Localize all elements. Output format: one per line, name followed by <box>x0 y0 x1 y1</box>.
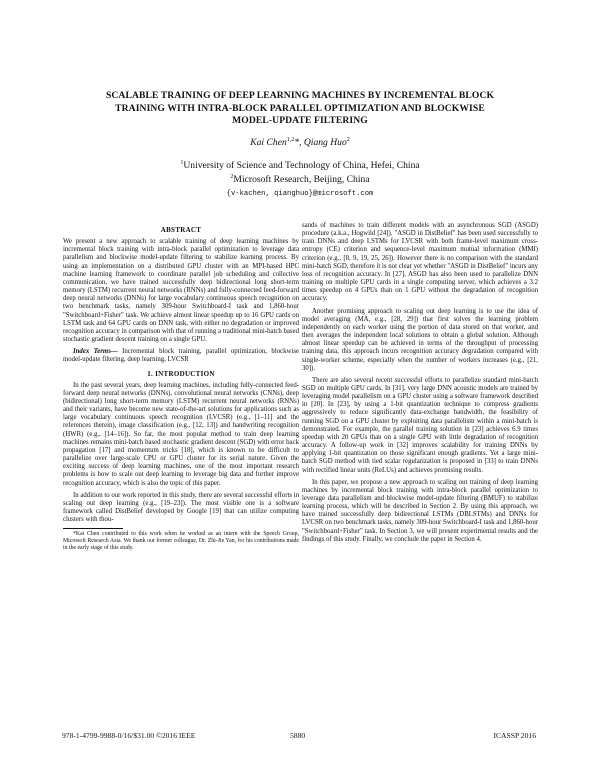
affiliation <box>60 160 540 171</box>
author-name: Qiang Huo <box>303 137 347 149</box>
title-line: MODEL-UPDATE FILTERING <box>232 115 368 126</box>
affiliation <box>60 174 540 185</box>
intro-paragraph: In addition to our work reported in this study, there are several successful efforts in scaling out deep learning (e.g., [19–23]). The most visible one is a software framework called DistBelief developed by Google [19] that can utilize computing clusters with thou- <box>63 491 299 524</box>
author-separator: , <box>299 137 304 149</box>
index-terms <box>63 348 299 364</box>
affiliation-sup: 2 <box>230 174 234 180</box>
author-affil-sup: 1,2 <box>286 137 295 143</box>
footnote-divider <box>63 528 123 529</box>
affiliation-text: Microsoft Research, Beijing, China <box>233 174 370 186</box>
abstract-text: We present a new approach to scalable training of deep learning machines by incremental block training with intra-block parallel optimization to leverage data parallelism and blockwise model-update filtering to stabilize learning process. By using an implementation on a distributed GPU cluster with an MPI-based HPC machine learning framework to coordinate parallel job scheduling and collective communication, we have trained successfully deep bidirectional long short-term memory (LSTM) recurrent neural networks (RNNs) and fully-connected feed-forward deep neural networks (DNNs) for large vocabulary continuous speech recognition on two benchmark tasks, namely 309-hour Switchboard-I task and 1,860-hour "Switchboard+Fisher" task. We achieve almost linear speedup up to 16 GPU cards on LSTM task and 64 GPU cards on DNN task, with either no degradation or improved recognition accuracy in comparison with that of running a traditional mini-batch based stochastic gradient descent training on a single GPU. <box>63 238 299 344</box>
body-paragraph: Another promising approach to scaling out deep learning is to use the idea of model averaging (MA, e.g., [28, 29]) that first solves the learning problem independently on each worker using the portion of data stored on that worker, and then averages the independent local solutions to obtain a global solution. Although almost linear speedup can be achieved in terms of the throughput of processing training data, this approach incurs recognition accuracy degradation compared with single-worker scheme, especially when the number of workers increases (e.g., [21, 30]). <box>302 307 538 372</box>
index-terms-text: Incremental block training, parallel optimization, blockwise model-update filtering, deep learning, LVCSR <box>63 348 299 364</box>
author-name: Kai Chen <box>250 137 287 149</box>
author-affil-sup: 2 <box>346 137 350 143</box>
left-column <box>63 226 299 552</box>
author-footnote-mark: * <box>294 137 300 149</box>
author-email[interactable]: {v-kachen, qianghuo}@microsoft.com <box>226 190 374 198</box>
paper-title <box>60 90 540 128</box>
section-heading-introduction: 1. INTRODUCTION <box>147 369 215 378</box>
index-terms-label: Index Terms— <box>73 348 118 356</box>
footer-venue: ICASSP 2016 <box>493 731 536 740</box>
abstract-heading: ABSTRACT <box>160 226 202 234</box>
body-paragraph: There are also several recent successful efforts to parallelize standard mini-batch SGD on multiple GPU cards. In [31], very large DNN acoustic models are trained by leveraging model parallelism on a GPU cluster using a software framework described in [20]. In [23], by using a 1-bit quantization technique to compress gradients aggressively to reduce significantly data-exchange bandwidth, the feasibility of running SGD on a GPU cluster by exploiting data parallelism within a mini-batch is demonstrated. For example, the parallel training solution in [23] achieves 6.9 times speedup with 20 GPUs than on a single GPU with little degradation of recognition accuracy. A follow-up work in [32] improves scalability for training DNNs by applying 1-bit quantization on those significant enough gradients. Yet a large mini-batch SGD method with tied scalar regularization is proposed in [33] to train DNNs with rectified linear units (ReLUs) and achieves promising results. <box>302 376 538 474</box>
affiliation-text: University of Science and Technology of China, Hefei, China <box>183 160 420 172</box>
intro-paragraph: In the past several years, deep learning machines, including fully-connected feed-forward deep neural networks (DNNs), convolutional neural networks (CNNs), deep (bidirectional) long short-term memory (LSTM) recurrent neural networks (RNNs) and their variants, have become new state-of-the-art solutions for applications such as large vocabulary continuous speech recognition (LVCSR) (e.g., [1–11] and the references therein), image classification (e.g., [12, 13]) and handwriting recognition (HWR) (e.g., [14–16]). So far, the most popular method to train deep learning machines remains mini-batch based stochastic gradient descent (SGD) with error back propagation [17] and momentum tricks [18], which is known to be difficult to parallelize over large-scale CPU or GPU cluster for its serial nature. Given the exciting success of deep learning machines, one of the most important research problems is how to scale out deep learning to leverage big data and further improve recognition accuracy, which is also the topic of this paper. <box>63 381 299 487</box>
footnote: *Kai Chen contributed to this work when he worked as an intern with the Speech Group, Microsoft Research Asia. We thank our former colleague, Dr. Zhi-Jie Yan, for his contributions made in the early stage of this study. <box>63 531 299 552</box>
body-paragraph: sands of machines to train different models with an asynchronous SGD (ASGD) procedure (a.k.a., Hogwild [24]). "ASGD in DistBelief" has been used successfully to train DNNs and deep LSTMs for LVCSR with both frame-level maximum cross-entropy (CE) criterion and sequence-level maximum mutual information (MMI) criterion (e.g., [8, 9, 19, 25, 26]). However there is no comparison with the standard mini-batch SGD, therefore it is not clear yet whether "ASGD in DistBelief" incurs any loss of recognition accuracy. In [27], ASGD has also been used to parallelize DNN training on multiple GPU cards in a single computing server, which achieves a 3.2 times speedup on 4 GPUs than on 1 GPU without the degradation of recognition accuracy. <box>302 222 538 303</box>
page-number: 5880 <box>290 731 306 740</box>
footer-copyright: 978-1-4799-9988-0/16/$31.00 ©2016 IEEE <box>62 731 196 740</box>
body-paragraph: In this paper, we propose a new approach to scaling out training of deep learning machines by incremental block training with intra-block parallel optimization to leverage data parallelism and blockwise model-update filtering (BMUF) to stabilize learning process, which will be described in Section 2. By using this approach, we have trained successfully deep bidirectional LSTMs (DBLSTMs) and DNNs for LVCSR on two benchmark tasks, namely 309-hour Switchboard-I task and 1,860-hour "Switchboard+Fisher" task. In Section 3, we will present experimental results and the findings of this study. Finally, we conclude the paper in Section 4. <box>302 478 538 543</box>
affiliation-sup: 1 <box>180 160 184 166</box>
title-line: TRAINING WITH INTRA-BLOCK PARALLEL OPTIMIZATION AND BLOCKWISE <box>115 102 485 114</box>
title-line: SCALABLE TRAINING OF DEEP LEARNING MACHINES BY INCREMENTAL BLOCK <box>105 90 495 101</box>
right-column <box>302 222 538 548</box>
author-list <box>60 137 540 148</box>
